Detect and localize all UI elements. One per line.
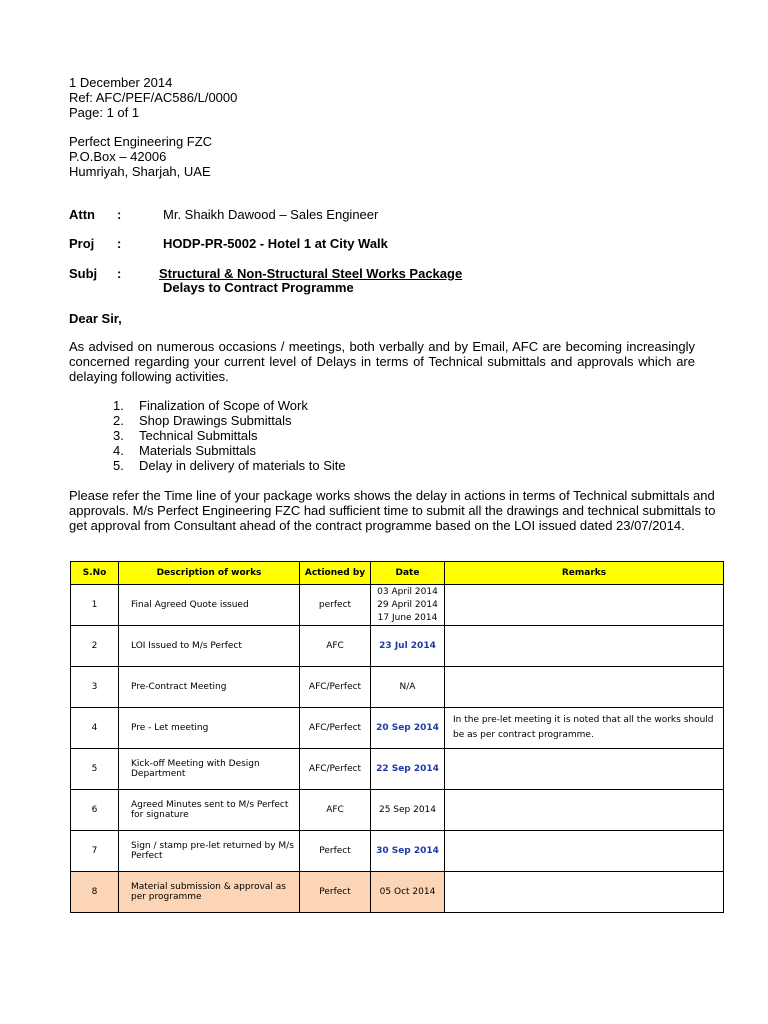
recipient-company: Perfect Engineering FZC <box>69 134 213 149</box>
paragraph-timeline: Please refer the Time line of your package works shows the delay in actions in terms of Technical submittals and approvals. M/s Perfect Engineering FZC had sufficient time to submit all the drawings and technical submittals to get approval from Consultant ahead of the contract programme based on the LOI issued dated 23/07/2014. <box>69 488 716 533</box>
cell-actioned-by: AFC/Perfect <box>300 749 371 790</box>
proj-label: Proj <box>69 236 95 251</box>
date-line: 03 April 2014 <box>377 586 438 597</box>
date-line: 29 April 2014 <box>377 599 438 610</box>
attn-colon: : <box>117 207 122 222</box>
header-date: Date <box>371 562 445 585</box>
cell-sno: 7 <box>71 831 119 872</box>
table-row <box>71 585 724 626</box>
list-item: 5. Delay in delivery of materials to Site <box>113 458 346 473</box>
header-remarks: Remarks <box>445 562 724 585</box>
cell-sno: 3 <box>71 667 119 708</box>
header-actioned-by: Actioned by <box>300 562 371 585</box>
proj-value: HODP-PR-5002 - Hotel 1 at City Walk <box>163 236 388 251</box>
cell-date: 30 Sep 2014 <box>371 831 445 872</box>
cell-remarks <box>445 667 724 708</box>
cell-date: N/A <box>371 667 445 708</box>
cell-description: Kick-off Meeting with Design Department <box>119 749 300 790</box>
table-row <box>71 749 724 790</box>
cell-date: 25 Sep 2014 <box>371 790 445 831</box>
list-item: 3. Technical Submittals <box>113 428 258 443</box>
cell-actioned-by: Perfect <box>300 831 371 872</box>
cell-date <box>371 585 445 626</box>
attn-value: Mr. Shaikh Dawood – Sales Engineer <box>163 207 379 222</box>
cell-actioned-by: perfect <box>300 585 371 626</box>
list-item: 1. Finalization of Scope of Work <box>113 398 308 413</box>
cell-actioned-by: Perfect <box>300 872 371 913</box>
works-table <box>70 561 724 913</box>
cell-sno: 8 <box>71 872 119 913</box>
cell-date: 22 Sep 2014 <box>371 749 445 790</box>
cell-sno: 2 <box>71 626 119 667</box>
list-item: 2. Shop Drawings Submittals <box>113 413 292 428</box>
cell-description: LOI Issued to M/s Perfect <box>119 626 300 667</box>
activities-list <box>113 398 346 473</box>
recipient-pobox: P.O.Box – 42006 <box>69 149 167 164</box>
table-row <box>71 667 724 708</box>
letter-date: 1 December 2014 <box>69 75 173 90</box>
cell-description: Material submission & approval as per programme <box>119 872 300 913</box>
cell-sno: 6 <box>71 790 119 831</box>
cell-description: Pre-Contract Meeting <box>119 667 300 708</box>
cell-remarks: In the pre-let meeting it is noted that all the works should be as per contract programme. <box>445 708 724 749</box>
table-row <box>71 831 724 872</box>
cell-remarks <box>445 831 724 872</box>
table-row <box>71 626 724 667</box>
cell-sno: 5 <box>71 749 119 790</box>
cell-actioned-by: AFC/Perfect <box>300 708 371 749</box>
cell-description: Sign / stamp pre-let returned by M/s Perfect <box>119 831 300 872</box>
cell-sno: 1 <box>71 585 119 626</box>
cell-description: Final Agreed Quote issued <box>119 585 300 626</box>
header-sno: S.No <box>71 562 119 585</box>
cell-date: 20 Sep 2014 <box>371 708 445 749</box>
cell-description: Agreed Minutes sent to M/s Perfect for signature <box>119 790 300 831</box>
header-description: Description of works <box>119 562 300 585</box>
letter-page: Page: 1 of 1 <box>69 105 140 120</box>
salutation: Dear Sir, <box>69 311 122 326</box>
subj-line2: Delays to Contract Programme <box>163 280 354 295</box>
table-row <box>71 708 724 749</box>
proj-colon: : <box>117 236 122 251</box>
cell-date: 23 Jul 2014 <box>371 626 445 667</box>
cell-actioned-by: AFC <box>300 790 371 831</box>
cell-remarks <box>445 872 724 913</box>
subj-line1: Structural & Non-Structural Steel Works Package <box>159 266 463 281</box>
attn-label: Attn <box>69 207 95 222</box>
cell-actioned-by: AFC <box>300 626 371 667</box>
list-item: 4. Materials Submittals <box>113 443 257 458</box>
cell-remarks <box>445 585 724 626</box>
cell-remarks <box>445 749 724 790</box>
cell-date: 05 Oct 2014 <box>371 872 445 913</box>
cell-sno: 4 <box>71 708 119 749</box>
letter-ref: Ref: AFC/PEF/AC586/L/0000 <box>69 90 238 105</box>
table-row <box>71 872 724 913</box>
table-row <box>71 790 724 831</box>
cell-actioned-by: AFC/Perfect <box>300 667 371 708</box>
cell-remarks <box>445 626 724 667</box>
recipient-city: Humriyah, Sharjah, UAE <box>69 164 211 179</box>
paragraph-delays: As advised on numerous occasions / meetings, both verbally and by Email, AFC are becoming increasingly concerned regarding your current level of Delays in terms of Technical submittals and approvals which are delaying following activities. <box>69 339 695 384</box>
subj-colon: : <box>117 266 122 281</box>
table-header-row <box>71 562 724 585</box>
subj-label: Subj <box>69 266 98 281</box>
cell-description: Pre - Let meeting <box>119 708 300 749</box>
cell-remarks <box>445 790 724 831</box>
date-line: 17 June 2014 <box>377 612 438 623</box>
